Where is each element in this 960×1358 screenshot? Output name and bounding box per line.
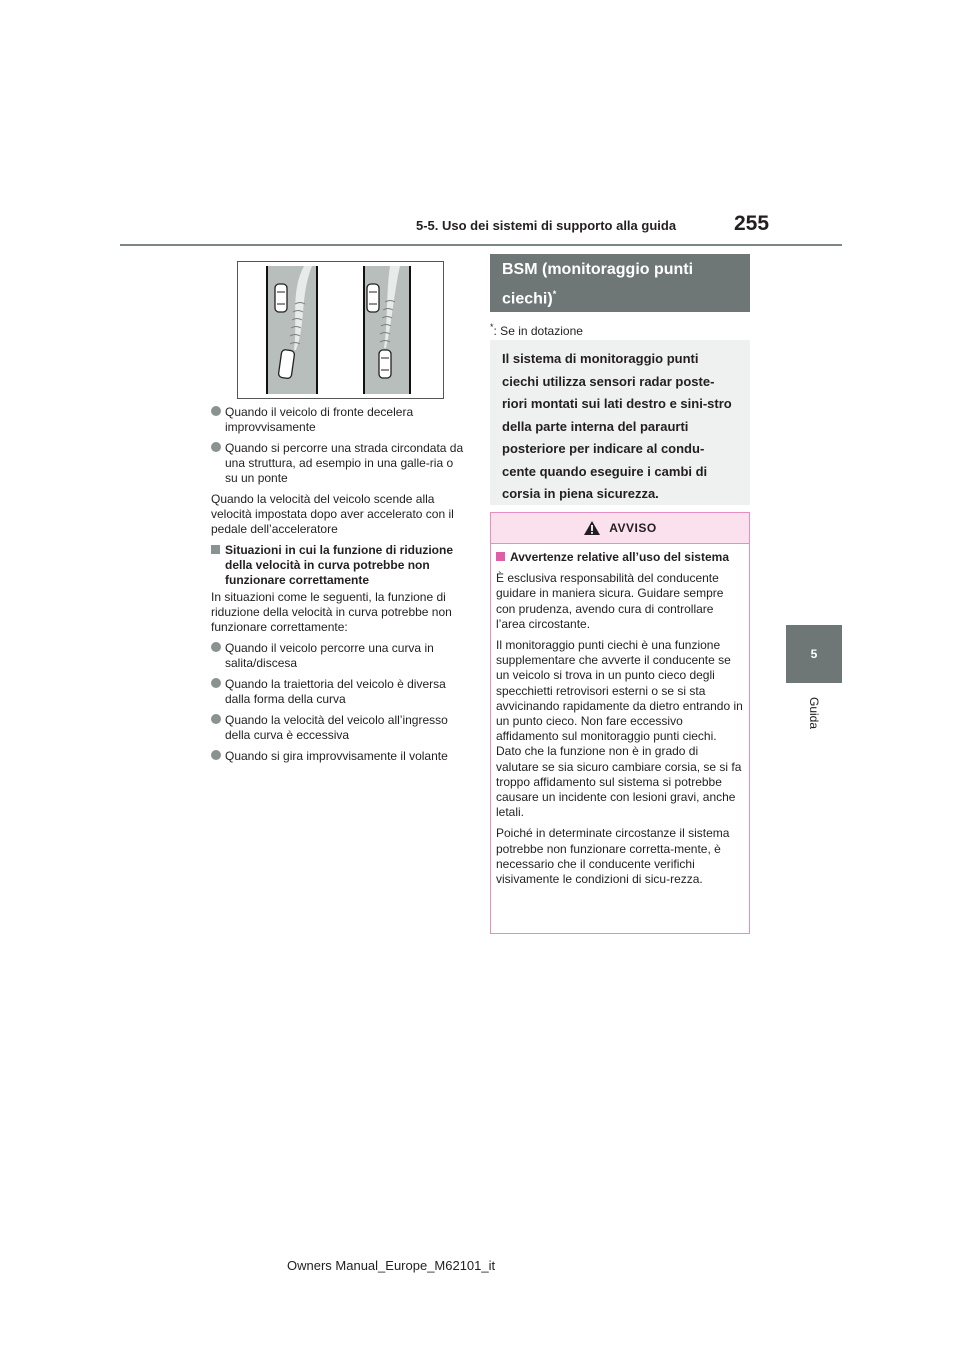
warning-paragraph: Il monitoraggio punti ciechi è una funzione supplementare che avverte il conducente se un veicolo si trova in un punto cieco degli specchietti retrovisori esterni o se si sta avvicinando rapidamente da dietro entrando in un punto cieco. Non fare eccessivo affidamento sul monitoraggio punti ciechi. Dato che la funzione non è in grado di valutare se sia sicuro cambiare corsia, se si fa troppo affidamento sul sistema si potrebbe causare un incidente con lesioni gravi, anche letali. bbox=[496, 638, 743, 820]
list-item: Quando il veicolo percorre una curva in salita/discesa bbox=[211, 641, 469, 671]
section-heading: BSM (monitoraggio punti ciechi)* bbox=[490, 254, 750, 312]
square-marker-icon bbox=[211, 545, 220, 554]
warning-triangle-icon bbox=[583, 520, 601, 536]
list-item: Quando il veicolo di fronte decelera improvvisamente bbox=[211, 405, 469, 435]
chapter-number: 5 bbox=[810, 647, 818, 661]
bullet-dot-icon bbox=[211, 714, 221, 724]
chapter-label-container bbox=[786, 690, 842, 736]
warning-paragraph: È esclusiva responsabilità del conducente guidare in maniera sicura. Guidare sempre con prudenza, avendo cura di controllare l’area circostante. bbox=[496, 571, 724, 631]
lane-illustration bbox=[237, 261, 444, 399]
subheading: Situazioni in cui la funzione di riduzione della velocità in curva potrebbe non funzionare correttamente bbox=[211, 543, 469, 588]
road-diagram bbox=[238, 262, 443, 398]
paragraph: Quando la velocità del veicolo scende alla velocità impostata dopo aver accelerato con il pedale dell’acceleratore bbox=[211, 492, 454, 536]
warning-title: AVVISO bbox=[609, 521, 657, 535]
list-item: Quando la traiettoria del veicolo è diversa dalla forma della curva bbox=[211, 677, 469, 707]
warning-paragraph: Poiché in determinate circostanze il sistema potrebbe non funzionare corretta-mente, è necessario che il conducente verifichi visivamente le condizioni di sicu-rezza. bbox=[496, 826, 730, 887]
paragraph: In situazioni come le seguenti, la funzione di riduzione della velocità in curva potrebbe non funzionare correttamente: bbox=[211, 590, 452, 634]
intro-box: Il sistema di monitoraggio punti ciechi utilizza sensori radar poste-riori montati sui lati destro e sini-stro della parte interna del paraurti posteriore per indicare al condu-cente quando eseguire i cambi di corsia in piena sicurezza. bbox=[490, 340, 750, 505]
chapter-tab bbox=[786, 625, 842, 683]
chapter-label: Guida bbox=[807, 696, 821, 730]
list-item: Quando si gira improvvisamente il volante bbox=[211, 749, 469, 764]
bullet-dot-icon bbox=[211, 750, 221, 760]
list-item: Quando la velocità del veicolo all’ingresso della curva è eccessiva bbox=[211, 713, 469, 743]
warning-box bbox=[490, 512, 750, 934]
bullet-dot-icon bbox=[211, 442, 221, 452]
square-marker-icon bbox=[496, 552, 505, 561]
left-column bbox=[211, 405, 469, 770]
warning-body bbox=[491, 544, 749, 887]
bullet-dot-icon bbox=[211, 406, 221, 416]
header-divider bbox=[120, 244, 842, 246]
warning-subheading: Avvertenze relative all’uso del sistema bbox=[496, 550, 743, 565]
footer-text: Owners Manual_Europe_M62101_it bbox=[287, 1258, 496, 1273]
section-title: 5-5. Uso dei sistemi di supporto alla guida bbox=[416, 218, 677, 233]
list-item: Quando si percorre una strada circondata da una struttura, ad esempio in una galle-ria o su un ponte bbox=[211, 441, 469, 486]
bullet-dot-icon bbox=[211, 642, 221, 652]
footnote: *: Se in dotazione bbox=[490, 322, 583, 338]
page-number: 255 bbox=[734, 212, 770, 235]
bullet-dot-icon bbox=[211, 678, 221, 688]
warning-header bbox=[491, 513, 749, 544]
